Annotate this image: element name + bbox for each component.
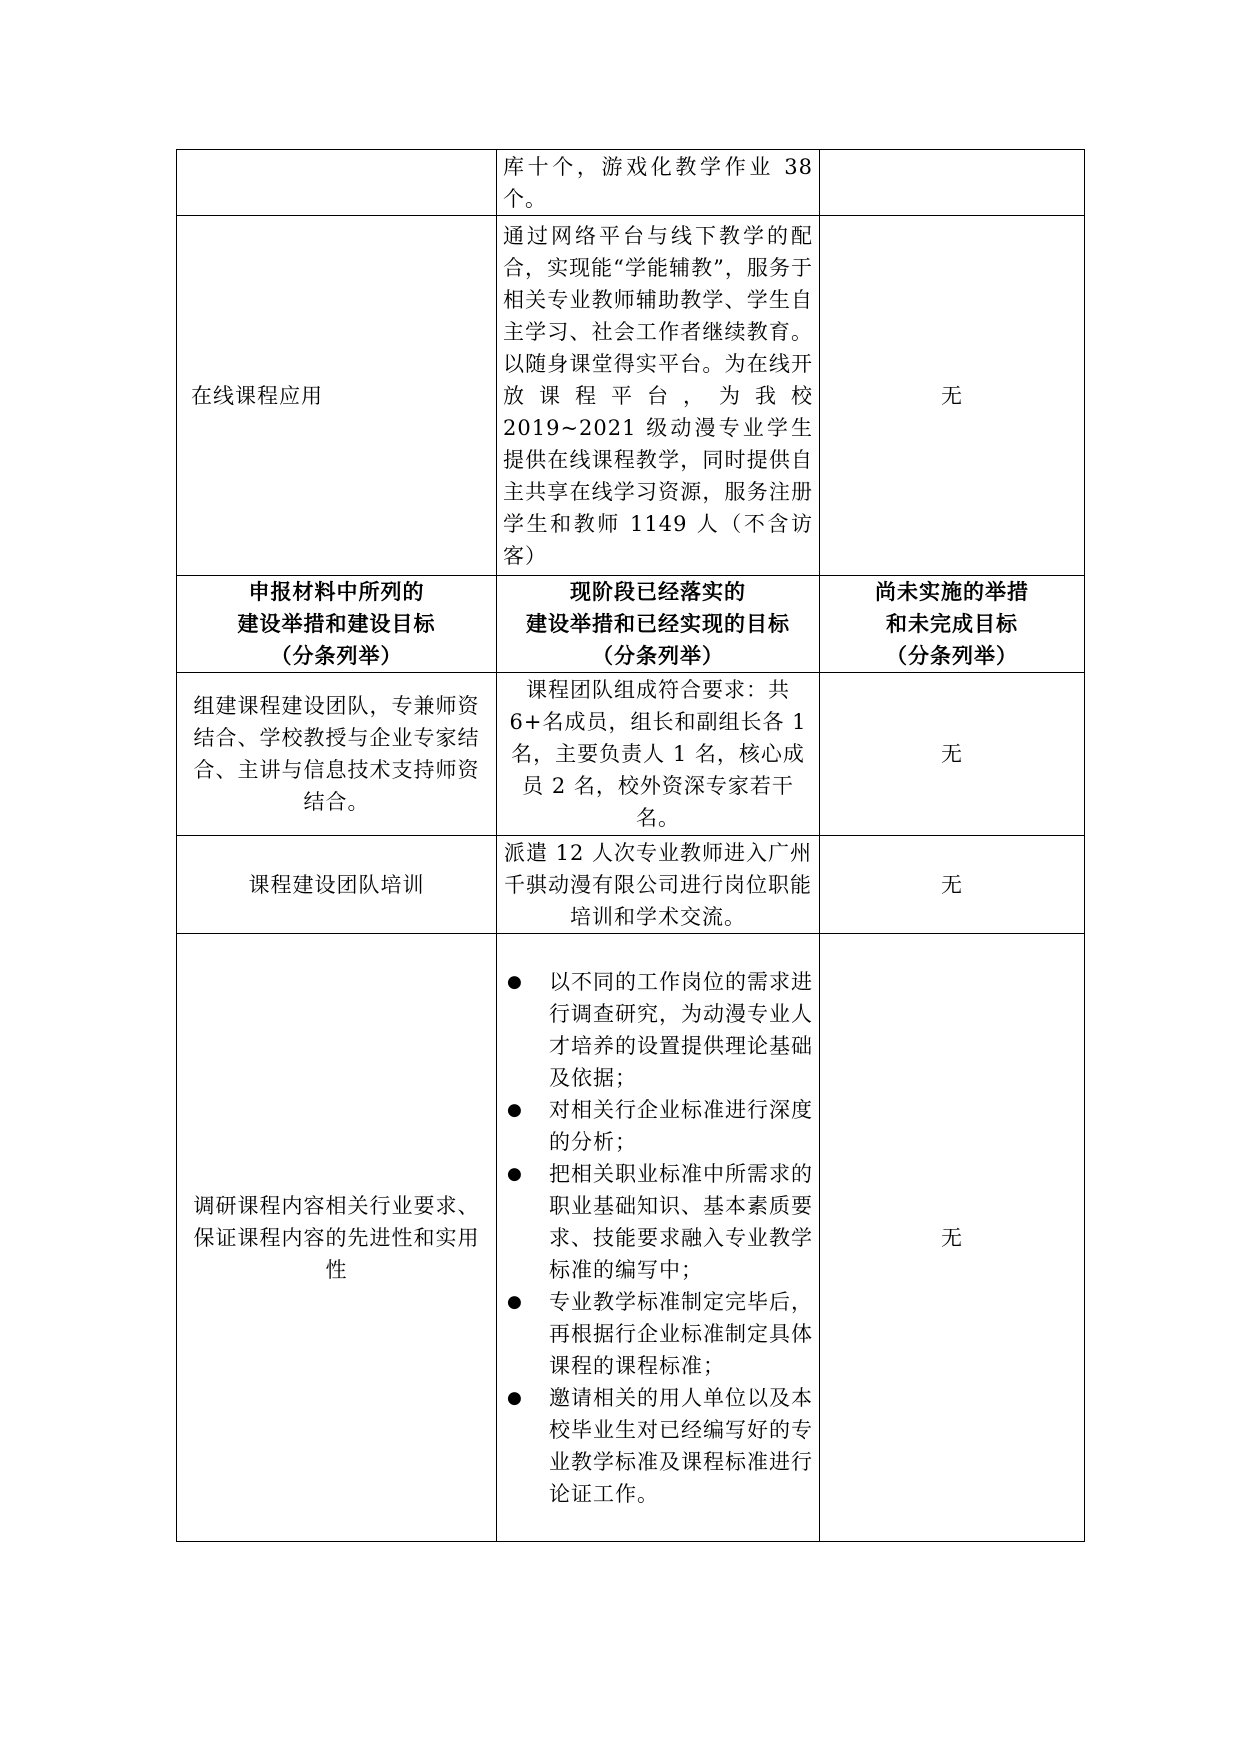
measure-cell [177, 150, 497, 216]
pending-cell: 无 [820, 934, 1085, 1542]
pending-cell: 无 [820, 836, 1085, 934]
table-row [177, 673, 1085, 836]
header-line: 建设举措和建设目标 [237, 611, 436, 636]
list-item: ● 把相关职业标准中所需求的职业基础知识、基本素质要求、技能要求融入专业教学标准的编写中； [503, 1158, 813, 1286]
list-item: ● 专业教学标准制定完毕后，再根据行企业标准制定具体课程的课程标准； [503, 1286, 813, 1382]
table-row [177, 150, 1085, 216]
progress-table [176, 149, 1085, 1542]
header-row [177, 576, 1085, 673]
header-line: （分条列举） [886, 643, 1018, 668]
measure-cell: 在线课程应用 [177, 216, 497, 576]
header-line: 建设举措和已经实现的目标 [526, 611, 790, 636]
header-measures [177, 576, 497, 673]
achieved-cell [497, 934, 820, 1542]
list-item: ● 邀请相关的用人单位以及本校毕业生对已经编写好的专业教学标准及课程标准进行论证工作。 [503, 1382, 813, 1510]
header-achieved [497, 576, 820, 673]
pending-cell: 无 [820, 673, 1085, 836]
achieved-cell: 通过网络平台与线下教学的配合，实现能“学能辅教”，服务于相关专业教师辅助教学、学生自主学习、社会工作者继续教育。以随身课堂得实平台。为在线开放课程平台，为我校 2019~2021 级动漫专业学生提供在线课程教学，同时提供自主共享在线学习资源，服务注册学生和教师 1149 人（不含访客） [497, 216, 820, 576]
achieved-cell: 库十个，游戏化教学作业 38 个。 [497, 150, 820, 216]
header-line: （分条列举） [270, 643, 403, 668]
measure-cell: 课程建设团队培训 [177, 836, 497, 934]
bullet-list [503, 966, 813, 1510]
measure-cell: 调研课程内容相关行业要求、保证课程内容的先进性和实用性 [177, 934, 497, 1542]
measure-cell: 组建课程建设团队，专兼师资结合、学校教授与企业专家结合、主讲与信息技术支持师资结合。 [177, 673, 497, 836]
list-item: ● 以不同的工作岗位的需求进行调查研究，为动漫专业人才培养的设置提供理论基础及依据； [503, 966, 813, 1094]
pending-cell [820, 150, 1085, 216]
header-line: 现阶段已经落实的 [570, 579, 746, 604]
header-line: 尚未实施的举措 [875, 579, 1029, 604]
header-line: 和未完成目标 [886, 611, 1018, 636]
header-line: 申报材料中所列的 [248, 579, 425, 604]
table-row [177, 216, 1085, 576]
list-item: ● 对相关行企业标准进行深度的分析； [503, 1094, 813, 1158]
header-pending [820, 576, 1085, 673]
achieved-cell: 派遣 12 人次专业教师进入广州千骐动漫有限公司进行岗位职能培训和学术交流。 [497, 836, 820, 934]
table-row [177, 934, 1085, 1542]
pending-cell: 无 [820, 216, 1085, 576]
header-line: （分条列举） [592, 643, 724, 668]
table-row [177, 836, 1085, 934]
achieved-cell: 课程团队组成符合要求：共 6+名成员，组长和副组长各 1 名，主要负责人 1 名，核心成员 2 名，校外资深专家若干名。 [497, 673, 820, 836]
